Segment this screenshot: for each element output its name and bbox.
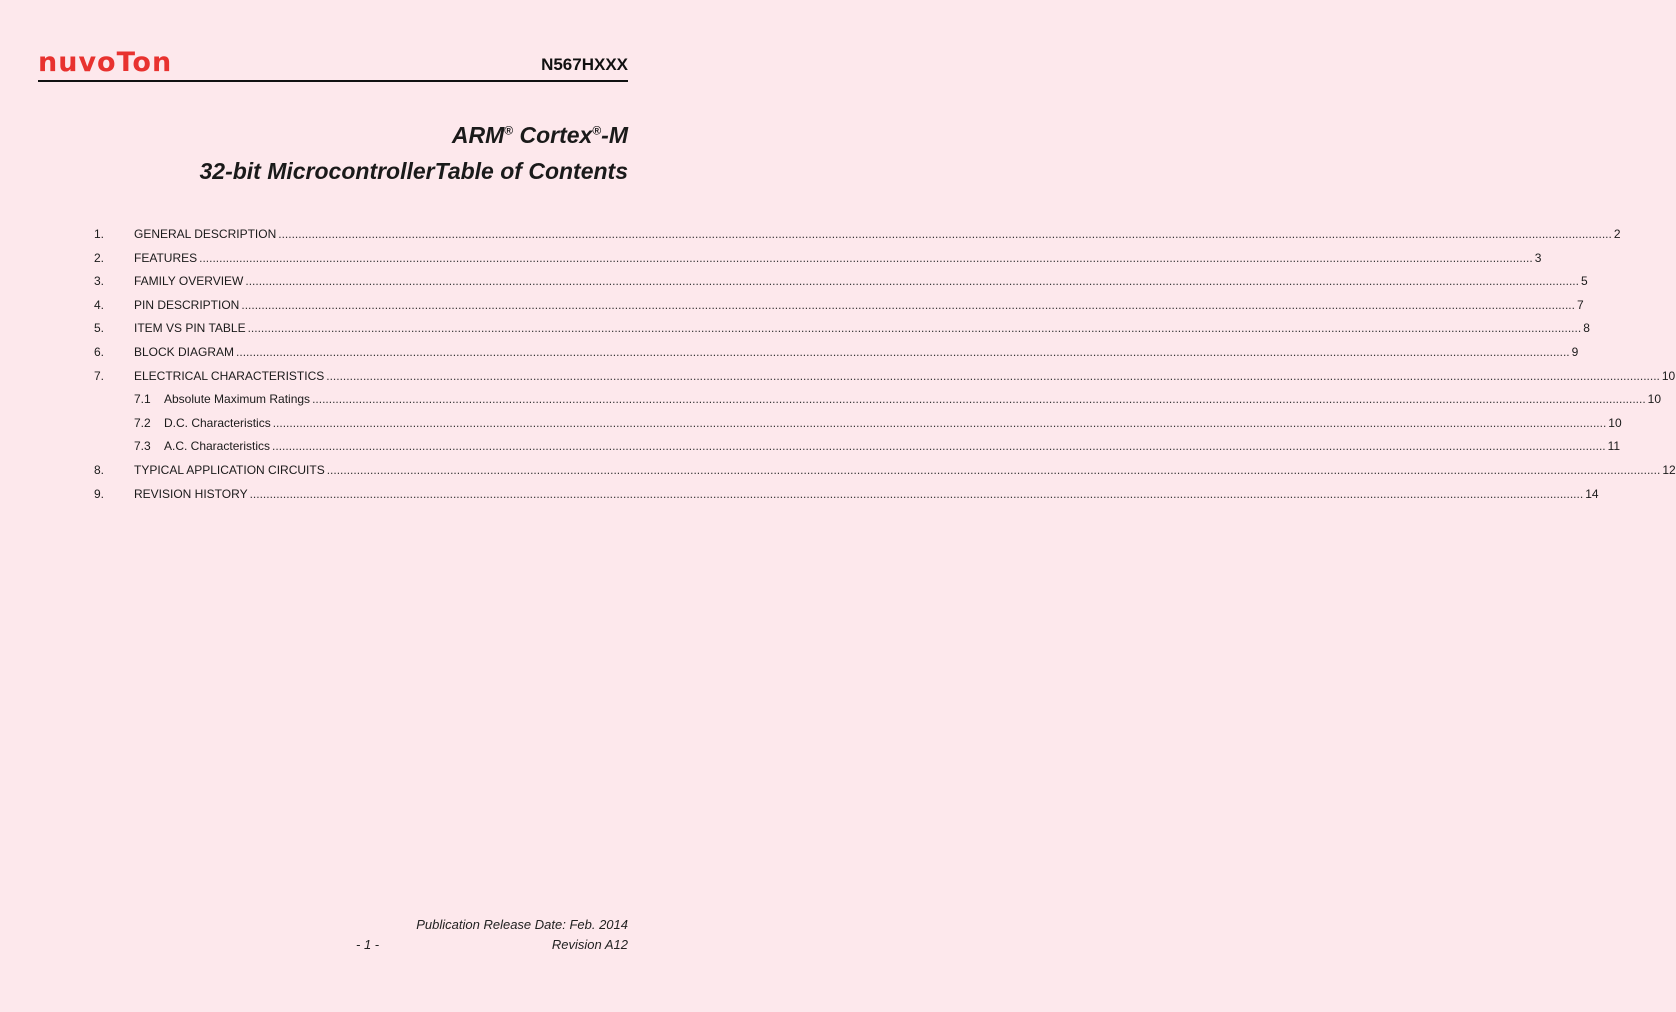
toc-leader-dots: ................................................................................................................................................................................................................................................................................................................................................................................................................ (245, 274, 1579, 289)
toc-leader-dots: ................................................................................................................................................................................................................................................................................................................................................................................................................ (272, 439, 1606, 454)
toc-link[interactable] (134, 462, 1676, 477)
toc-leader-dots: ................................................................................................................................................................................................................................................................................................................................................................................................................ (247, 321, 1582, 336)
toc-entry[interactable] (0, 484, 1599, 508)
toc-title: PIN DESCRIPTION (134, 297, 240, 312)
toc-number: 9. (94, 486, 105, 501)
title-line-1 (452, 122, 628, 149)
toc-entry[interactable] (0, 389, 1662, 413)
title-arm: ARM (451, 122, 505, 148)
toc-page-number: 10 (1608, 415, 1622, 430)
toc-title: ELECTRICAL CHARACTERISTICS (134, 368, 325, 383)
registered-mark: ® (592, 123, 602, 138)
toc-page-number: 9 (1571, 344, 1579, 359)
toc-title: Absolute Maximum Ratings (164, 392, 311, 407)
toc-link[interactable] (134, 227, 1621, 241)
toc-page-number: 14 (1585, 486, 1599, 501)
title-cortex: Cortex (513, 122, 593, 148)
toc-leader-dots: ................................................................................................................................................................................................................................................................................................................................................................................................................ (312, 392, 1646, 407)
toc-title: A.C. Characteristics (164, 439, 271, 454)
page-number: - 1 - (356, 937, 380, 952)
toc-page-number: 11 (1607, 439, 1621, 454)
toc-leader-dots: ................................................................................................................................................................................................................................................................................................................................................................................................................ (199, 250, 1533, 265)
toc-number: 3. (94, 274, 105, 289)
header-rule (38, 80, 628, 82)
toc-number: 4. (94, 297, 105, 312)
toc-leader-dots: ................................................................................................................................................................................................................................................................................................................................................................................................................ (236, 344, 1570, 359)
toc-link[interactable] (134, 344, 1579, 359)
toc-title: BLOCK DIAGRAM (134, 344, 235, 359)
toc-number: 1. (94, 227, 105, 241)
revision: Revision A12 (551, 937, 628, 952)
toc-link[interactable] (164, 415, 1622, 430)
title-m: -M (601, 122, 628, 148)
toc-page-number: 10 (1661, 368, 1676, 383)
toc-number: 2. (94, 250, 105, 265)
toc-entry[interactable] (0, 318, 1590, 342)
toc-entry[interactable] (0, 271, 1588, 295)
toc-leader-dots: ................................................................................................................................................................................................................................................................................................................................................................................................................ (326, 368, 1660, 383)
toc-number: 7. (94, 368, 105, 383)
toc-entry[interactable] (0, 342, 1579, 366)
registered-mark: ® (504, 123, 514, 138)
toc-entry[interactable] (0, 366, 1676, 390)
toc-number: 7.1 (134, 392, 151, 407)
toc-number: 5. (94, 321, 105, 336)
publication-date: Publication Release Date: Feb. 2014 (416, 917, 628, 932)
toc-title: ITEM VS PIN TABLE (134, 321, 246, 336)
toc-title: D.C. Characteristics (164, 415, 271, 430)
toc-link[interactable] (164, 439, 1621, 454)
toc-entry[interactable] (0, 413, 1622, 437)
nuvoton-logo: nuvoTon (38, 47, 173, 78)
title-line-2: 32-bit MicrocontrollerTable of Contents (199, 158, 628, 184)
toc-page-number: 7 (1576, 297, 1584, 312)
toc-leader-dots: ................................................................................................................................................................................................................................................................................................................................................................................................................ (249, 486, 1584, 501)
toc-link[interactable] (134, 486, 1599, 501)
toc-number: 6. (94, 344, 105, 359)
toc-entry[interactable] (0, 460, 1676, 484)
toc-title: TYPICAL APPLICATION CIRCUITS (134, 462, 325, 477)
toc-link[interactable] (134, 297, 1584, 312)
toc-leader-dots: ................................................................................................................................................................................................................................................................................................................................................................................................................ (241, 297, 1575, 312)
toc-link[interactable] (134, 274, 1588, 289)
toc-leader-dots: ................................................................................................................................................................................................................................................................................................................................................................................................................ (326, 462, 1661, 477)
toc-title: REVISION HISTORY (134, 486, 248, 501)
toc-entry[interactable] (0, 436, 1621, 460)
toc-entry[interactable] (0, 248, 1542, 272)
toc-page-number: 3 (1534, 250, 1542, 265)
toc-page-number: 10 (1647, 392, 1662, 407)
toc-page-number: 8 (1583, 321, 1590, 336)
toc-title: FEATURES (134, 250, 198, 265)
part-number: N567HXXX (541, 55, 628, 74)
toc-entry[interactable] (0, 224, 1621, 248)
toc-link[interactable] (134, 368, 1676, 383)
toc-number: 8. (94, 462, 105, 477)
toc-link[interactable] (134, 250, 1542, 265)
toc-number: 7.2 (134, 415, 151, 430)
toc-link[interactable] (134, 321, 1590, 336)
toc-page-number: 12 (1662, 462, 1676, 477)
table-of-contents (0, 224, 1676, 507)
toc-number: 7.3 (134, 439, 151, 454)
toc-leader-dots: ................................................................................................................................................................................................................................................................................................................................................................................................................ (278, 227, 1612, 241)
toc-title: FAMILY OVERVIEW (134, 274, 244, 289)
toc-link[interactable] (164, 392, 1662, 407)
toc-title: GENERAL DESCRIPTION (134, 227, 277, 241)
toc-page-number: 2 (1613, 227, 1621, 241)
toc-entry[interactable] (0, 295, 1584, 319)
toc-leader-dots: ................................................................................................................................................................................................................................................................................................................................................................................................................ (272, 415, 1607, 430)
toc-page-number: 5 (1580, 274, 1588, 289)
